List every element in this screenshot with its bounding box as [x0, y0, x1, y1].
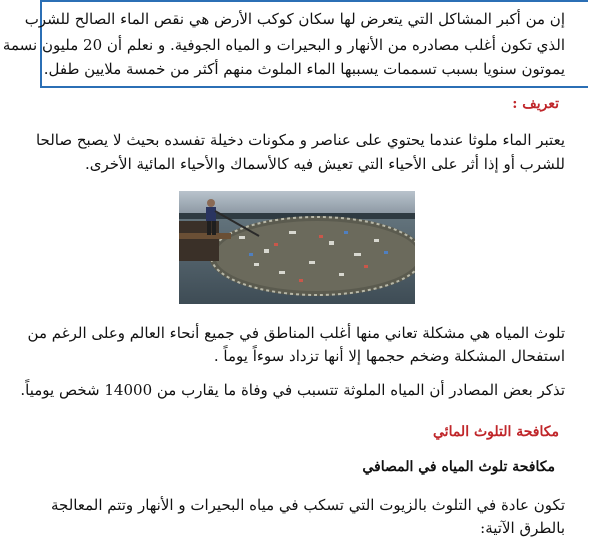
- photo-illustration: [179, 191, 415, 304]
- body-paragraph-1-line-1: تلوث المياه هي مشكلة تعاني منها أغلب المناطق في جميع أنحاء العالم وعلى الرغم من: [27, 324, 565, 342]
- definition-line-1: يعتبر الماء ملوثا عندما يحتوي على عناصر و مكونات دخيلة تفسده بحيث لا يصبح صالحا: [35, 131, 565, 149]
- body-paragraph-1-line-2: استفحال المشكلة وضخم حجمها إلا أنها تزداد سوءاً يوماً .: [213, 347, 565, 365]
- definition-line-2: للشرب أو إذا أثر على الأحياء التي تعيش فيه كالأسماك والأحياء المائية الأخرى.: [84, 155, 565, 173]
- body-paragraph-2: تذكر بعض المصادر أن المياه الملوثة تتسبب في وفاة ما يقارب من 14000 شخص يومياً.: [20, 381, 565, 399]
- refinery-line-2: بالطرق الآتية:: [480, 519, 565, 537]
- intro-frame-top: [40, 0, 588, 2]
- polluted-water-photo: [179, 191, 415, 304]
- intro-frame-bottom: [40, 86, 588, 88]
- intro-line-1: إن من أكبر المشاكل التي يتعرض لها سكان كوكب الأرض هي نقص الماء الصالح للشرب: [24, 10, 565, 28]
- refinery-line-1: تكون عادة في التلوث بالزيوت التي تسكب في مياه البحيرات و الأنهار وتتم المعالجة: [50, 496, 565, 514]
- intro-line-2: الذي تكون أغلب مصادره من الأنهار و البحيرات و المياه الجوفية. و نعلم أن 20 مليون نسمة: [2, 36, 565, 54]
- section-heading-water-pollution-control: مكافحة التلوث المائي: [433, 424, 559, 440]
- definition-heading: تعريف :: [512, 96, 559, 112]
- section-heading-refinery-pollution: مكافحة تلوث المياه في المصافي: [362, 459, 555, 475]
- intro-line-3: يموتون سنويا بسبب تسممات يسببها الماء الملوث منهم أكثر من خمسة ملايين طفل.: [43, 60, 565, 78]
